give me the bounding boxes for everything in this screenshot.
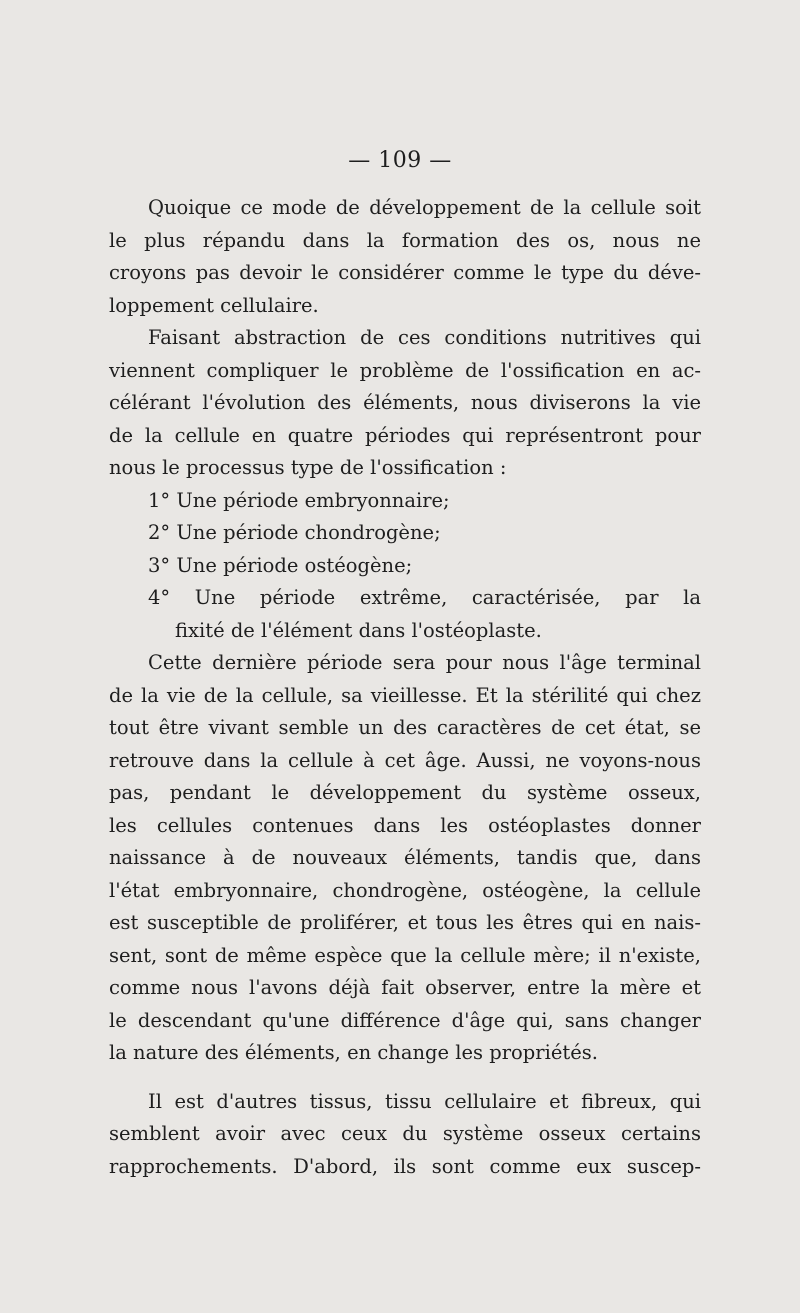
list-item: 2° Une période chondrogène;	[148, 521, 441, 544]
text-line: comme nous l'avons déjà fait observer, entre la mère et	[109, 976, 701, 999]
text-line: croyons pas devoir le considérer comme le type du déve-	[109, 261, 701, 284]
paragraph	[109, 322, 701, 485]
text-line: viennent compliquer le problème de l'ossification en ac-	[109, 358, 701, 382]
text-line: tout être vivant semble un des caractères de cet état, se	[109, 716, 701, 739]
list-item: 3° Une période ostéogène;	[148, 553, 413, 577]
numbered-list	[109, 485, 701, 648]
page-number: — 109 —	[348, 148, 452, 173]
text-line: loppement cellulaire.	[109, 293, 319, 317]
list-item: 1° Une période embryonnaire;	[148, 488, 450, 512]
paragraph	[109, 192, 701, 322]
text-line: sent, sont de même espèce que la cellule mère; il n'existe,	[109, 943, 701, 967]
text-line: pas, pendant le développement du système osseux,	[109, 781, 701, 804]
paragraph	[109, 1086, 701, 1184]
text-line: de la cellule en quatre périodes qui représentront pour	[109, 423, 701, 447]
list-item-continuation: fixité de l'élément dans l'ostéoplaste.	[175, 618, 542, 642]
text-line: la nature des éléments, en change les propriétés.	[109, 1041, 598, 1064]
text-line: nous le processus type de l'ossification :	[109, 456, 507, 479]
text-line: de la vie de la cellule, sa vieillesse. Et la stérilité qui chez	[109, 683, 701, 707]
text-line: Quoique ce mode de développement de la cellule soit	[148, 196, 701, 219]
paragraph-gap	[109, 1070, 701, 1086]
paragraph	[109, 647, 701, 1070]
text-line: célérant l'évolution des éléments, nous diviserons la vie	[109, 391, 701, 414]
text-line: les cellules contenues dans les ostéoplastes donner	[109, 813, 701, 837]
body-text	[109, 192, 701, 1183]
list-item: 4° Une période extrême, caractérisée, par la	[148, 586, 701, 609]
text-line: Faisant abstraction de ces conditions nutritives qui	[148, 326, 701, 349]
text-line: rapprochements. D'abord, ils sont comme eux suscep-	[109, 1154, 701, 1178]
text-line: Cette dernière période sera pour nous l'âge terminal	[148, 651, 701, 674]
text-line: semblent avoir avec ceux du système osseux certains	[109, 1122, 701, 1145]
text-line: est susceptible de proliférer, et tous les êtres qui en nais-	[109, 911, 701, 934]
text-line: retrouve dans la cellule à cet âge. Aussi, ne voyons-nous	[109, 748, 701, 772]
text-line: naissance à de nouveaux éléments, tandis que, dans	[109, 846, 701, 869]
text-line: le plus répandu dans la formation des os, nous ne	[109, 228, 701, 252]
text-line: l'état embryonnaire, chondrogène, ostéogène, la cellule	[109, 878, 701, 902]
text-line: Il est d'autres tissus, tissu cellulaire et fibreux, qui	[148, 1089, 701, 1113]
text-line: le descendant qu'une différence d'âge qui, sans changer	[109, 1008, 701, 1032]
